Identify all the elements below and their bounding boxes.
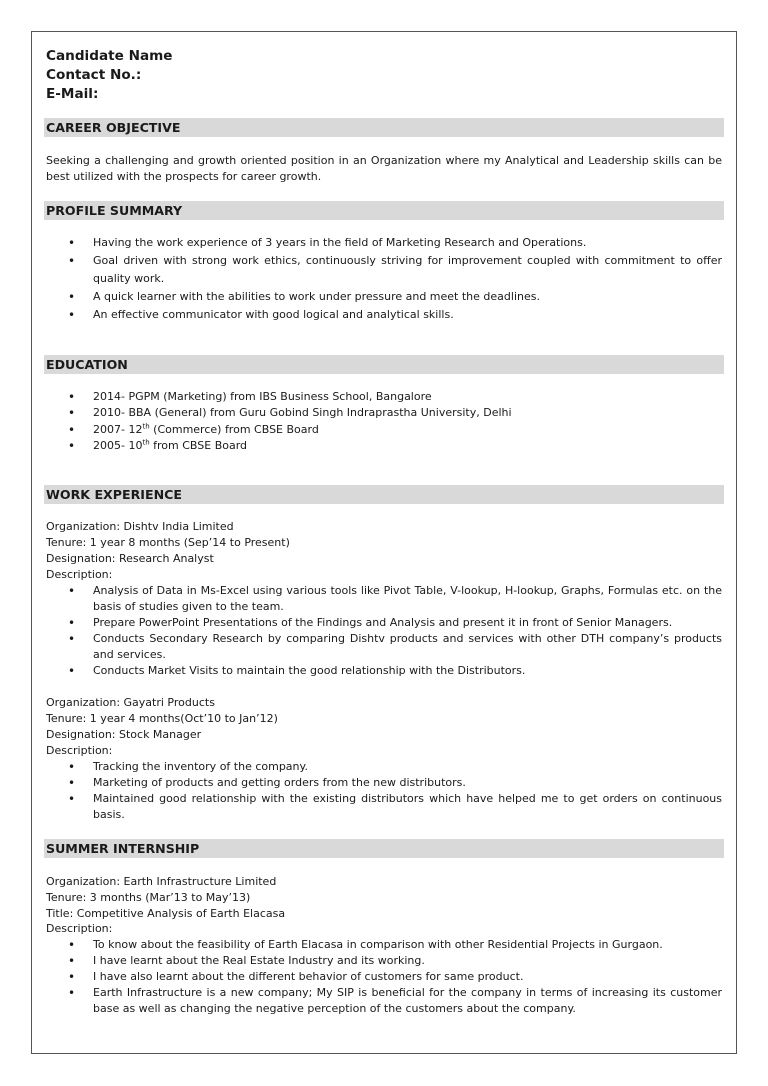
list-item: • Marketing of products and getting orders from the new distributors. <box>46 775 722 791</box>
job-tenure: Tenure: 1 year 8 months (Sep’14 to Present) <box>46 536 290 549</box>
section-summer-internship: SUMMER INTERNSHIP <box>44 839 724 858</box>
list-item: • Having the work experience of 3 years in the field of Marketing Research and Operations. <box>46 234 722 252</box>
list-item: • Conducts Secondary Research by comparing Dishtv products and services with other DTH company’s products and services. <box>46 631 722 663</box>
list-item: • I have learnt about the Real Estate Industry and its working. <box>46 953 722 969</box>
internship-tenure: Tenure: 3 months (Mar’13 to May’13) <box>46 891 251 904</box>
job-tenure: Tenure: 1 year 4 months(Oct’10 to Jan’12) <box>46 712 278 725</box>
list-item: • I have also learnt about the different behavior of customers for same product. <box>46 969 722 985</box>
section-work-experience: WORK EXPERIENCE <box>44 485 724 504</box>
email: E-Mail: <box>46 86 99 102</box>
list-item: • 2005- 10th from CBSE Board <box>46 438 722 454</box>
job-designation: Designation: Research Analyst <box>46 552 214 565</box>
list-item: • An effective communicator with good logical and analytical skills. <box>46 306 722 324</box>
contact-number: Contact No.: <box>46 67 142 83</box>
job-description-label: Description: <box>46 744 113 757</box>
job-duties-list <box>46 759 722 823</box>
job-description-label: Description: <box>46 568 113 581</box>
career-objective-text: Seeking a challenging and growth oriented position in an Organization where my Analytical and Leadership skills can be best utilized with the prospects for career growth. <box>46 154 722 184</box>
list-item: • 2007- 12th (Commerce) from CBSE Board <box>46 422 722 438</box>
list-item: • 2010- BBA (General) from Guru Gobind Singh Indraprastha University, Delhi <box>46 405 722 421</box>
internship-list <box>46 937 722 1017</box>
list-item: • Prepare PowerPoint Presentations of the Findings and Analysis and present it in front of Senior Managers. <box>46 615 722 631</box>
education-list <box>46 389 722 454</box>
job-designation: Designation: Stock Manager <box>46 728 202 741</box>
list-item: • Earth Infrastructure is a new company; My SIP is beneficial for the company in terms of increasing its customer base as well as changing the negative perception of the customers about the company. <box>46 985 722 1017</box>
list-item: • Conducts Market Visits to maintain the good relationship with the Distributors. <box>46 663 722 679</box>
contact-header <box>46 47 173 104</box>
job-duties-list <box>46 583 722 680</box>
list-item: • Tracking the inventory of the company. <box>46 759 722 775</box>
candidate-name: Candidate Name <box>46 48 173 64</box>
section-career-objective: CAREER OBJECTIVE <box>44 118 724 137</box>
internship-description-label: Description: <box>46 922 113 935</box>
section-profile-summary: PROFILE SUMMARY <box>44 201 724 220</box>
list-item: • A quick learner with the abilities to work under pressure and meet the deadlines. <box>46 288 722 306</box>
list-item: • Analysis of Data in Ms-Excel using various tools like Pivot Table, V-lookup, H-lookup, Graphs, Formulas etc. on the basis of studies given to the team. <box>46 583 722 615</box>
list-item: • Maintained good relationship with the existing distributors which have helped me to get orders on continuous basis. <box>46 791 722 823</box>
list-item: • To know about the feasibility of Earth Elacasa in comparison with other Residential Projects in Gurgaon. <box>46 937 722 953</box>
section-education: EDUCATION <box>44 355 724 374</box>
job-organization: Organization: Gayatri Products <box>46 696 215 709</box>
profile-summary-list <box>46 234 722 324</box>
internship-organization: Organization: Earth Infrastructure Limited <box>46 875 277 888</box>
list-item: • 2014- PGPM (Marketing) from IBS Business School, Bangalore <box>46 389 722 405</box>
job-organization: Organization: Dishtv India Limited <box>46 520 234 533</box>
internship-title: Title: Competitive Analysis of Earth Elacasa <box>46 907 286 920</box>
list-item: • Goal driven with strong work ethics, continuously striving for improvement coupled with commitment to offer quality work. <box>46 252 722 288</box>
